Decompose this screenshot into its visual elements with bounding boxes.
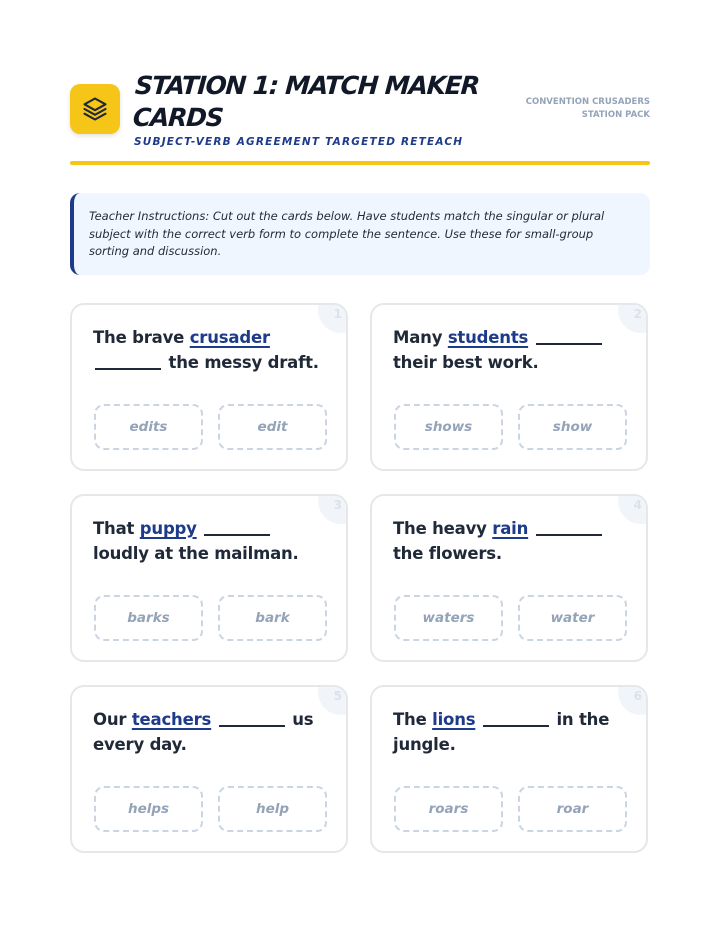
verb-option-water[interactable]: water bbox=[518, 595, 627, 641]
card-number: 2 bbox=[633, 307, 642, 321]
answer-blank bbox=[483, 725, 549, 727]
verb-option-roar[interactable]: roar bbox=[518, 786, 627, 832]
match-card-5[interactable] bbox=[70, 685, 348, 853]
answer-blank bbox=[95, 368, 161, 370]
sentence-lead: The brave bbox=[93, 328, 190, 347]
match-card-1[interactable] bbox=[70, 303, 348, 471]
card-sentence bbox=[393, 325, 633, 375]
card-sentence bbox=[393, 516, 633, 566]
sentence-lead: Our bbox=[93, 710, 132, 729]
title-line-1: STATION 1: MATCH MAKER bbox=[134, 71, 480, 100]
card-sentence bbox=[93, 325, 333, 375]
verb-option-show[interactable]: show bbox=[518, 404, 627, 450]
verb-option-edit[interactable]: edit bbox=[218, 404, 327, 450]
verb-option-waters[interactable]: waters bbox=[394, 595, 503, 641]
card-sentence bbox=[93, 707, 333, 757]
verb-option-helps[interactable]: helps bbox=[94, 786, 203, 832]
sentence-end: the messy draft. bbox=[163, 353, 319, 372]
title-line-2: CARDS bbox=[131, 103, 224, 132]
card-sentence bbox=[93, 516, 333, 566]
sentence-subject: rain bbox=[492, 519, 529, 538]
card-sentence bbox=[393, 707, 633, 757]
sentence-end: in the jungle. bbox=[393, 710, 610, 754]
title-block bbox=[131, 70, 514, 148]
brand-line-2: STATION PACK bbox=[581, 110, 650, 120]
sentence-end: their best work. bbox=[393, 353, 539, 372]
verb-option-shows[interactable]: shows bbox=[394, 404, 503, 450]
logo-badge bbox=[70, 84, 120, 134]
card-number: 6 bbox=[633, 689, 642, 703]
verb-option-help[interactable]: help bbox=[218, 786, 327, 832]
sentence-subject: crusader bbox=[189, 328, 270, 347]
teacher-instructions: Teacher Instructions: Cut out the cards below. Have students match the singular or plural subject with the correct verb form to complete the sentence. Use these for small-group sorting and discussion. bbox=[70, 193, 650, 275]
brand-label bbox=[526, 96, 650, 122]
verb-option-barks[interactable]: barks bbox=[94, 595, 203, 641]
sentence-end: loudly at the mailman. bbox=[93, 544, 299, 563]
answer-blank bbox=[219, 725, 285, 727]
sentence-subject: teachers bbox=[131, 710, 212, 729]
layers-icon bbox=[81, 95, 109, 123]
sentence-end: the flowers. bbox=[393, 544, 502, 563]
match-card-4[interactable] bbox=[370, 494, 648, 662]
answer-blank bbox=[536, 534, 602, 536]
match-card-6[interactable] bbox=[370, 685, 648, 853]
page-subtitle: SUBJECT-VERB AGREEMENT TARGETED RETEACH bbox=[134, 136, 464, 148]
answer-blank bbox=[204, 534, 270, 536]
sentence-lead: The heavy bbox=[393, 519, 493, 538]
verb-option-edits[interactable]: edits bbox=[94, 404, 203, 450]
match-card-2[interactable] bbox=[370, 303, 648, 471]
verb-option-bark[interactable]: bark bbox=[218, 595, 327, 641]
sentence-subject: puppy bbox=[139, 519, 197, 538]
page-header bbox=[70, 70, 650, 166]
card-number: 4 bbox=[633, 498, 642, 512]
sentence-subject: lions bbox=[432, 710, 476, 729]
card-number: 1 bbox=[333, 307, 342, 321]
sentence-end: us every day. bbox=[93, 710, 314, 754]
page-title bbox=[132, 70, 516, 134]
sentence-lead: The bbox=[393, 710, 433, 729]
header-divider bbox=[70, 161, 650, 165]
match-card-3[interactable] bbox=[70, 494, 348, 662]
card-number: 5 bbox=[333, 689, 342, 703]
sentence-subject: students bbox=[447, 328, 529, 347]
verb-option-roars[interactable]: roars bbox=[394, 786, 503, 832]
card-number: 3 bbox=[333, 498, 342, 512]
brand-line-1: CONVENTION CRUSADERS bbox=[525, 97, 650, 107]
sentence-lead: Many bbox=[393, 328, 448, 347]
answer-blank bbox=[536, 343, 602, 345]
sentence-lead: That bbox=[93, 519, 140, 538]
